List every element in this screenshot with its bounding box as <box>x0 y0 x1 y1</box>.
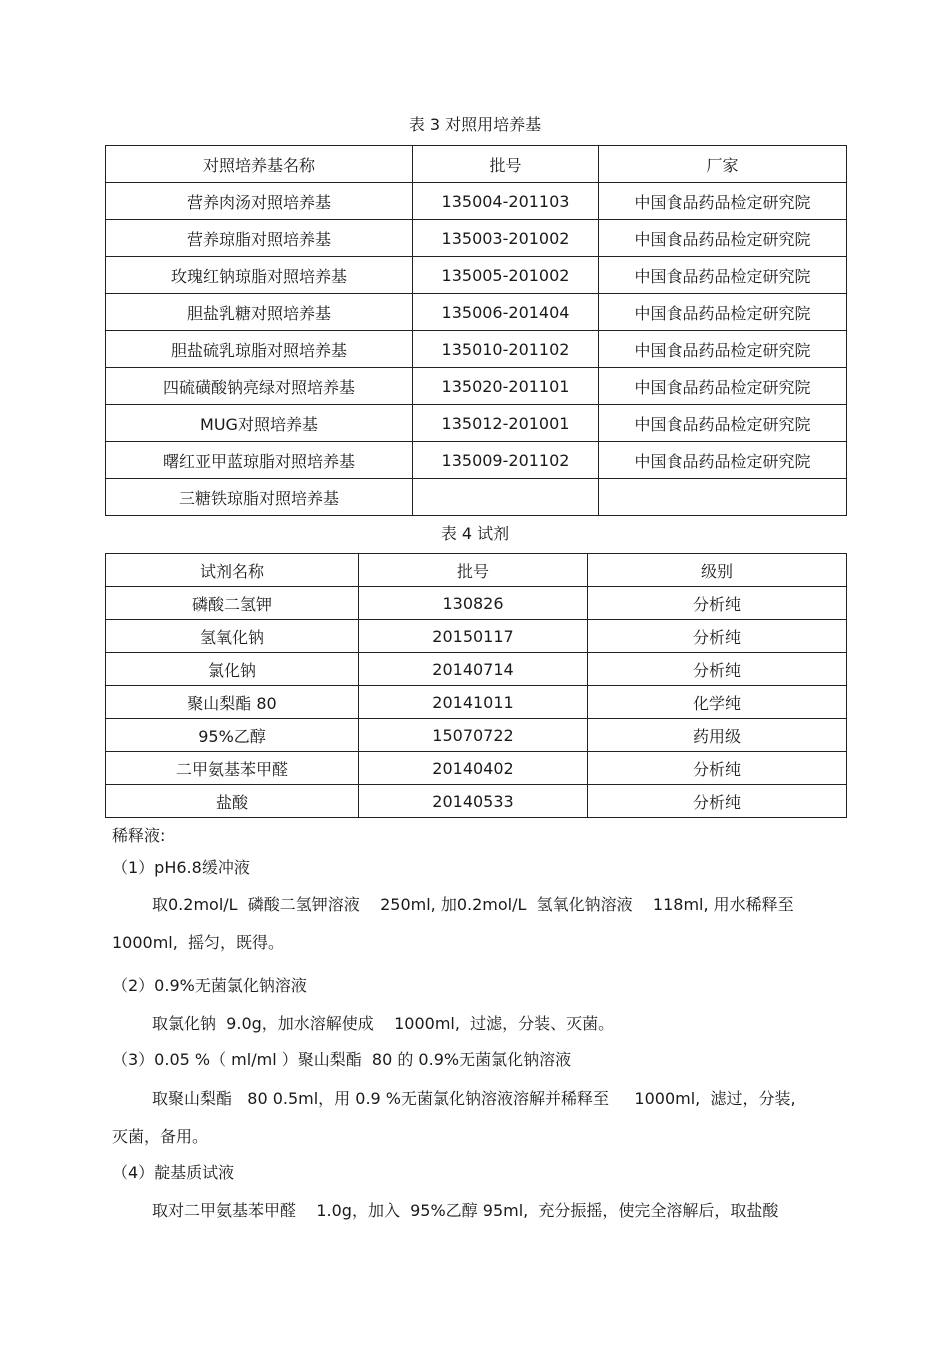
table-row <box>106 653 847 686</box>
table-cell: 二甲氨基苯甲醛 <box>106 752 359 785</box>
table-row <box>106 620 847 653</box>
table-cell: 营养肉汤对照培养基 <box>106 183 413 220</box>
culture-media-table <box>105 145 847 516</box>
table-cell <box>599 479 847 516</box>
table-row <box>106 587 847 620</box>
table-cell: 中国食品药品检定研究院 <box>599 220 847 257</box>
table-cell: 中国食品药品检定研究院 <box>599 368 847 405</box>
section4-title: （4）靛基质试液 <box>112 1163 235 1182</box>
table-cell: 分析纯 <box>588 785 847 818</box>
column-header: 级别 <box>588 554 847 587</box>
table-row <box>106 479 847 516</box>
table-cell: 135020-201101 <box>413 368 599 405</box>
table-cell: 曙红亚甲蓝琼脂对照培养基 <box>106 442 413 479</box>
table-cell: 中国食品药品检定研究院 <box>599 442 847 479</box>
section2-text-line1: 取氯化钠 9.0g，加水溶解使成 1000ml, 过滤，分装、灭菌。 <box>152 1014 615 1033</box>
diluent-heading: 稀释液: <box>112 826 166 845</box>
table-row <box>106 294 847 331</box>
table-cell: 分析纯 <box>588 653 847 686</box>
table-cell: 四硫磺酸钠亮绿对照培养基 <box>106 368 413 405</box>
table-cell: 中国食品药品检定研究院 <box>599 294 847 331</box>
table-cell: 135006-201404 <box>413 294 599 331</box>
section1-title: （1）pH6.8缓冲液 <box>112 858 250 877</box>
table-cell: 135005-201002 <box>413 257 599 294</box>
section2-title: （2）0.9%无菌氯化钠溶液 <box>112 976 307 995</box>
section3-title: （3）0.05 %（ ml/ml ）聚山梨酯 80 的 0.9%无菌氯化钠溶液 <box>112 1050 572 1069</box>
table-row <box>106 257 847 294</box>
table-cell: 玫瑰红钠琼脂对照培养基 <box>106 257 413 294</box>
table-row <box>106 405 847 442</box>
reagents-table <box>105 553 847 818</box>
table-cell: 胆盐乳糖对照培养基 <box>106 294 413 331</box>
column-header: 批号 <box>359 554 588 587</box>
table-cell: 氯化钠 <box>106 653 359 686</box>
table-cell: 中国食品药品检定研究院 <box>599 257 847 294</box>
table3-caption: 表 3 对照用培养基 <box>408 115 542 134</box>
table-cell: 135009-201102 <box>413 442 599 479</box>
column-header: 对照培养基名称 <box>106 146 413 183</box>
table-cell: 氢氧化钠 <box>106 620 359 653</box>
table-row <box>106 442 847 479</box>
table-row <box>106 331 847 368</box>
table-cell: 药用级 <box>588 719 847 752</box>
table-cell: 20150117 <box>359 620 588 653</box>
table-row <box>106 183 847 220</box>
table-cell: 20140402 <box>359 752 588 785</box>
section1-text-line1: 取0.2mol/L 磷酸二氢钾溶液 250ml, 加0.2mol/L 氢氧化钠溶液 118ml, 用水稀释至 <box>152 895 794 914</box>
table-cell: 20140533 <box>359 785 588 818</box>
table-cell <box>413 479 599 516</box>
section3-text-line1: 取聚山梨酯 80 0.5ml，用 0.9 %无菌氯化钠溶液溶解并稀释至 1000ml, 滤过，分装, <box>152 1089 796 1108</box>
table-cell: 分析纯 <box>588 752 847 785</box>
table-cell: 磷酸二氢钾 <box>106 587 359 620</box>
section1-text-line2: 1000ml, 摇匀，既得。 <box>112 933 285 952</box>
table-cell: 95%乙醇 <box>106 719 359 752</box>
table-row <box>106 719 847 752</box>
table4-caption: 表 4 试剂 <box>440 524 510 543</box>
section3-text-line2: 灭菌，备用。 <box>112 1127 209 1146</box>
table-cell: 化学纯 <box>588 686 847 719</box>
table-header-row <box>106 146 847 183</box>
section4-text-line1: 取对二甲氨基苯甲醛 1.0g，加入 95%乙醇 95ml, 充分振摇，使完全溶解后，取盐酸 <box>152 1201 779 1220</box>
table-cell: 营养琼脂对照培养基 <box>106 220 413 257</box>
table-row <box>106 686 847 719</box>
table-row <box>106 220 847 257</box>
table-row <box>106 752 847 785</box>
table-cell: 聚山梨酯 80 <box>106 686 359 719</box>
table-cell: 胆盐硫乳琼脂对照培养基 <box>106 331 413 368</box>
table-cell: 中国食品药品检定研究院 <box>599 183 847 220</box>
column-header: 试剂名称 <box>106 554 359 587</box>
table-cell: MUG对照培养基 <box>106 405 413 442</box>
table-cell: 分析纯 <box>588 620 847 653</box>
table-cell: 135010-201102 <box>413 331 599 368</box>
table-header-row <box>106 554 847 587</box>
column-header: 批号 <box>413 146 599 183</box>
table-cell: 135004-201103 <box>413 183 599 220</box>
table-cell: 15070722 <box>359 719 588 752</box>
table-cell: 中国食品药品检定研究院 <box>599 331 847 368</box>
table-cell: 分析纯 <box>588 587 847 620</box>
table-cell: 135003-201002 <box>413 220 599 257</box>
table-cell: 135012-201001 <box>413 405 599 442</box>
table-cell: 20141011 <box>359 686 588 719</box>
table-cell: 中国食品药品检定研究院 <box>599 405 847 442</box>
table-row <box>106 785 847 818</box>
table-cell: 130826 <box>359 587 588 620</box>
table-cell: 三糖铁琼脂对照培养基 <box>106 479 413 516</box>
table-cell: 20140714 <box>359 653 588 686</box>
table-cell: 盐酸 <box>106 785 359 818</box>
table-row <box>106 368 847 405</box>
column-header: 厂家 <box>599 146 847 183</box>
